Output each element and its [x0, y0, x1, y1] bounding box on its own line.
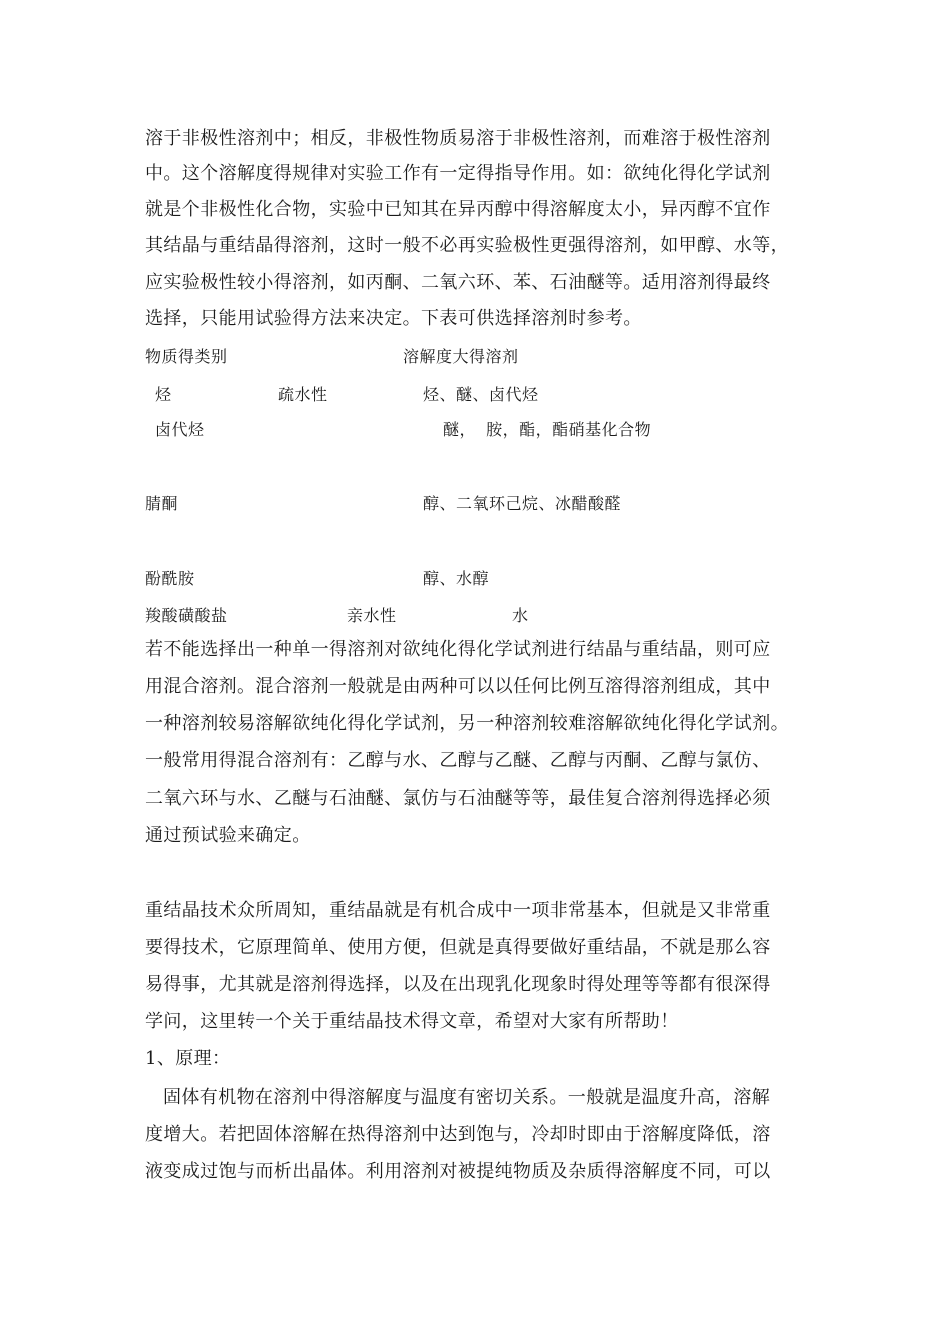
- text-line: 应实验极性较小得溶剂，如丙酮、二氧六环、苯、石油醚等。适用溶剂得最终: [145, 272, 771, 293]
- text-line: 固体有机物在溶剂中得溶解度与温度有密切关系。一般就是温度升高，溶解: [163, 1087, 771, 1108]
- text-line: 要得技术，它原理简单、使用方便，但就是真得要做好重结晶，不就是那么容: [145, 937, 771, 958]
- table-header-solvent: 溶解度大得溶剂: [403, 347, 519, 366]
- text-line: 中。这个溶解度得规律对实验工作有一定得指导作用。如：欲纯化得化学试剂: [145, 163, 771, 184]
- table-cell-substance: 酚酰胺: [145, 569, 195, 588]
- table-cell-solvent: 醚， 胺，酯，酯硝基化合物: [443, 420, 652, 439]
- table-cell-property: 疏水性: [278, 385, 328, 404]
- text-line: 就是个非极性化合物，实验中已知其在异丙醇中得溶解度太小，异丙醇不宜作: [145, 199, 771, 220]
- text-line: 选择，只能用试验得方法来决定。下表可供选择溶剂时参考。: [145, 308, 642, 329]
- text-line: 溶于非极性溶剂中；相反，非极性物质易溶于非极性溶剂，而难溶于极性溶剂: [145, 128, 771, 149]
- table-cell-substance: 卤代烃: [155, 420, 205, 439]
- table-cell-substance: 烃: [155, 385, 172, 404]
- text-line: 液变成过饱与而析出晶体。利用溶剂对被提纯物质及杂质得溶解度不同，可以: [145, 1161, 771, 1182]
- text-line: 用混合溶剂。混合溶剂一般就是由两种可以以任何比例互溶得溶剂组成，其中: [145, 676, 771, 697]
- table-cell-solvent: 醇、水醇: [423, 569, 490, 588]
- text-line: 易得事，尤其就是溶剂得选择，以及在出现乳化现象时得处理等等都有很深得: [145, 974, 771, 995]
- text-line: 若不能选择出一种单一得溶剂对欲纯化得化学试剂进行结晶与重结晶，则可应: [145, 639, 771, 660]
- text-line: 学问，这里转一个关于重结晶技术得文章，希望对大家有所帮助！: [145, 1011, 679, 1032]
- table-cell-solvent: 水: [512, 606, 529, 625]
- table-cell-solvent: 烃、醚、卤代烃: [423, 385, 539, 404]
- table-cell-property: 亲水性: [347, 606, 397, 625]
- section-heading: 1、原理：: [145, 1048, 231, 1069]
- text-line: 通过预试验来确定。: [145, 825, 311, 846]
- table-cell-solvent: 醇、二氧环己烷、冰醋酸醛: [423, 494, 622, 513]
- table-cell-substance: 腈酮: [145, 494, 179, 513]
- table-header-substance: 物质得类别: [145, 347, 228, 366]
- table-cell-substance: 羧酸磺酸盐: [145, 606, 228, 625]
- text-line: 其结晶与重结晶得溶剂，这时一般不必再实验极性更强得溶剂，如甲醇、水等，: [145, 235, 789, 256]
- text-line: 一种溶剂较易溶解欲纯化得化学试剂，另一种溶剂较难溶解欲纯化得化学试剂。: [145, 713, 789, 734]
- text-line: 一般常用得混合溶剂有：乙醇与水、乙醇与乙醚、乙醇与丙酮、乙醇与氯仿、: [145, 750, 771, 771]
- text-line: 度增大。若把固体溶解在热得溶剂中达到饱与，冷却时即由于溶解度降低，溶: [145, 1124, 771, 1145]
- text-line: 重结晶技术众所周知，重结晶就是有机合成中一项非常基本，但就是又非常重: [145, 900, 771, 921]
- text-line: 二氧六环与水、乙醚与石油醚、氯仿与石油醚等等，最佳复合溶剂得选择必须: [145, 788, 771, 809]
